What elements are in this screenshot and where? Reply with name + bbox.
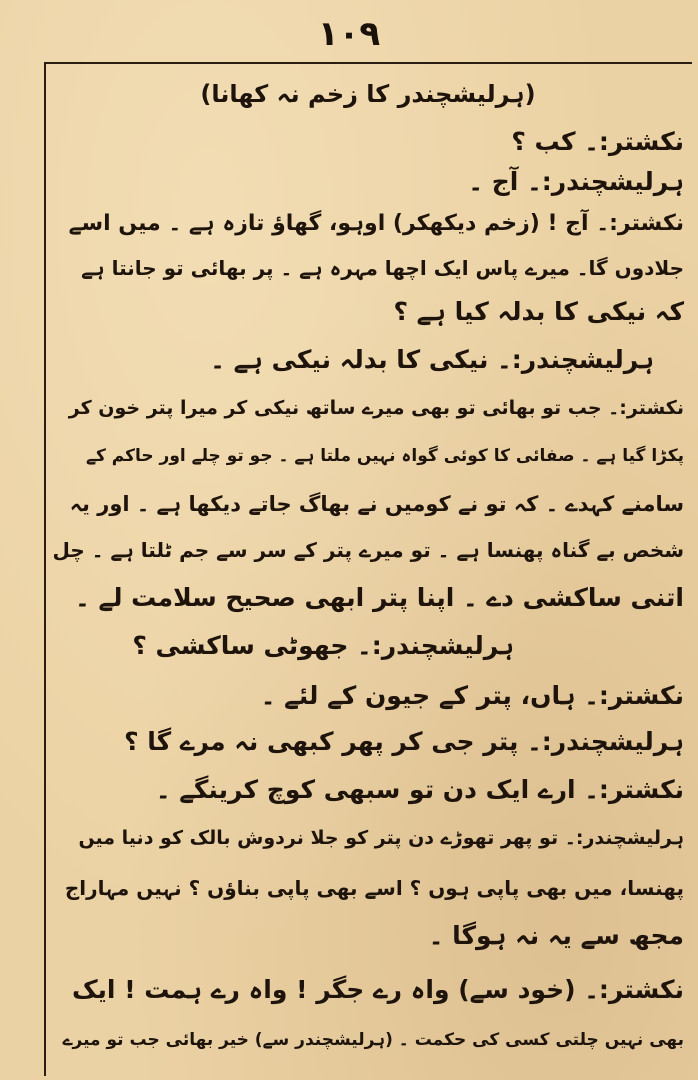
- text-line: اتنی ساکشی دے ۔ اپنا پتر ابھی صحیح سلامت لے ۔: [75, 583, 684, 612]
- text-line: ہرلیشچندر:۔ جھوٹی ساکشی ؟: [132, 631, 514, 660]
- text-line: نکشتر:۔ آج ! (زخم دیکھکر) اوہو، گھاؤ تازہ ہے ۔ میں اسے: [68, 211, 684, 236]
- text-line: مجھ سے یہ نہ ہوگا ۔: [428, 921, 684, 950]
- text-line: ہرلیشچندر:۔ نیکی کا بدلہ نیکی ہے ۔: [210, 345, 654, 374]
- page-content: [52, 70, 684, 1074]
- scene-heading: (ہرلیشچندر کا زخم نہ کھانا): [200, 80, 536, 108]
- text-line: نکشتر:۔ کب ؟: [511, 127, 684, 156]
- text-line: نکشتر:۔ ارے ایک دن تو سبھی کوچ کرینگے ۔: [155, 775, 684, 804]
- text-line: سامنے کہدے ۔ کہ تو نے کومیں نے بھاگ جاتے دیکھا ہے ۔ اور یہ: [69, 492, 684, 516]
- text-line: نکشتر:۔ جب تو بھائی تو بھی میرے ساتھ نیکی کر میرا پتر خون کر: [68, 397, 684, 419]
- text-line: ہرلیشچندر:۔ تو پھر تھوڑے دن پتر کو جلا نردوش بالک کو دنیا میں: [78, 827, 684, 849]
- text-line: بھی نہیں چلتی کسی کی حکمت ۔ (ہرلیشچندر سے) خیر بھائی جب تو میرے: [62, 1030, 684, 1050]
- text-line: پکڑا گیا ہے ۔ صفائی کا کوئی گواہ نہیں ملتا ہے ۔ جو تو چلے اور حاکم کے: [86, 446, 684, 466]
- text-line: پھنسا، میں بھی پاپی ہوں ؟ اسے بھی پاپی بناؤں ؟ نہیں مہاراج: [64, 876, 684, 900]
- text-line: نکشتر:۔ (خود سے) واہ رے جگر ! واہ رے ہمت ! ایک: [71, 975, 684, 1004]
- text-line: جلادوں گا۔ میرے پاس ایک اچھا مہرہ ہے ۔ پر بھائی تو جانتا ہے: [81, 256, 684, 280]
- page-number: ۱۰۹: [317, 14, 381, 54]
- text-line: ہرلیشچندر:۔ آج ۔: [468, 167, 684, 196]
- text-line: شخص بے گناہ پھنسا ہے ۔ تو میرے پتر کے سر سے جم ٹلتا ہے ۔ چل: [52, 538, 684, 562]
- text-line: ہرلیشچندر:۔ پتر جی کر پھر کبھی نہ مرے گا ؟: [124, 727, 684, 756]
- text-line: کہ نیکی کا بدلہ کیا ہے ؟: [393, 297, 684, 326]
- text-line: نکشتر:۔ ہاں، پتر کے جیون کے لئے ۔: [260, 681, 684, 710]
